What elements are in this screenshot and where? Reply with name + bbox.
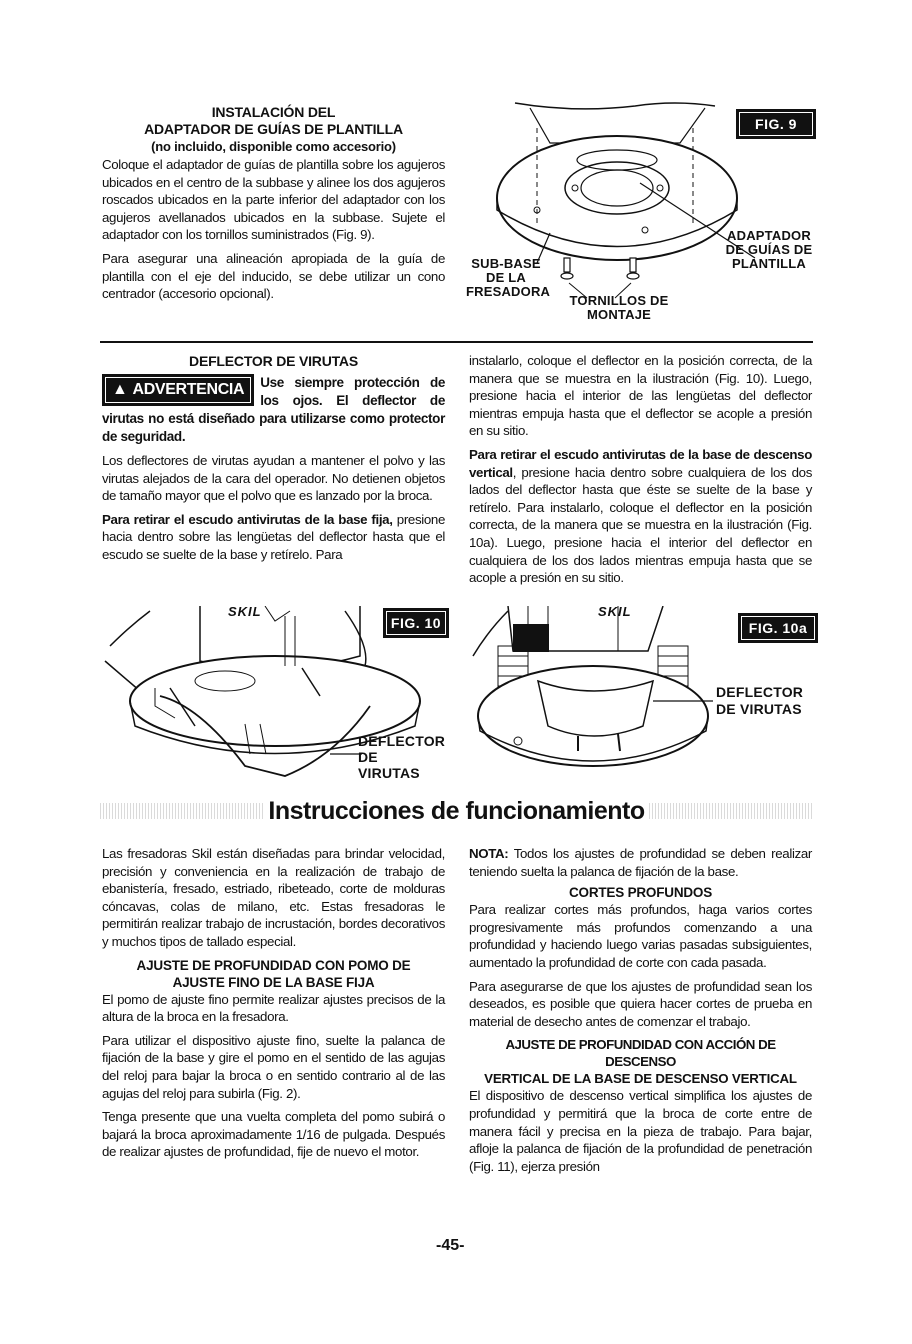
fig9-label-screws: TORNILLOS DE MONTAJE (569, 293, 669, 322)
paragraph-plunge-device: El dispositivo de descenso vertical simplifica los ajustes de profundidad y permitirá que la broca de corte entre de manera fácil y precisa en la pieza de trabajo. Para bajar, afloje la palanca de fijación de la profundidad de penetración (Fig. 11), ejerza presión (469, 1088, 812, 1174)
paragraph-test-cuts: Para asegurarse de que los ajustes de profundidad sean los deseados, es posible que quiera hacer cortes de prueba en material de desecho antes de comenzar el trabajo. (469, 978, 812, 1029)
paragraph-routers-intro: Las fresadoras Skil están diseñadas para brindar velocidad, precisión y conveniencia en la realización de trabajo de ebanistería, fresado, estriado, ribeteado, corte de molduras cóncavas, colas de milano, etc. Estas fresadoras le permitirán realizar trabajo de incrustación, bordes decorativos y muchos tipos de tallado especial. (102, 846, 445, 949)
remove-plunge-base-text: , presione hacia dentro sobre cualquiera de los dos lados del deflector hasta que éste se suelte de la base y retírelo. Para instalarlo, coloque el deflector en la posición correcta, de la manera que se muestra en la ilustración (Fig. 10a). Luego, presione hacia el interior del deflector en cualquiera de los dos lados mientras empuja hasta que se acople a presión en su sitio. (469, 464, 812, 586)
warning-block (102, 374, 445, 446)
operating-instructions-banner (100, 796, 813, 826)
paragraph-remove-plunge-base (469, 446, 812, 587)
fig10a-badge: FIG. 10a (738, 613, 818, 643)
warning-triangle-icon: ▲ (112, 381, 128, 398)
warning-badge-label: ADVERTENCIA (132, 381, 245, 398)
paragraph-install-deflector: instalarlo, coloque el deflector en la posición correcta, de la manera que se muestra en la ilustración (Fig. 10). Luego, presione hacia el interior de las lengüetas del deflector mientras empuja hasta que el deflector se acople a presión en su sitio. (469, 353, 812, 439)
heading-template-guide-line2: ADAPTADOR DE GUÍAS DE PLANTILLA (144, 121, 403, 137)
section-operation-left (102, 845, 445, 1167)
heading-fine-adjust-line1: AJUSTE DE PROFUNDIDAD CON POMO DE (136, 957, 411, 973)
heading-template-guide-line1: INSTALACIÓN DEL (211, 104, 336, 120)
note-text: Todos los ajustes de profundidad se deben realizar teniendo suelta la palanca de fijación de la base. (469, 846, 812, 879)
paragraph-full-turn: Tenga presente que una vuelta completa del pomo subirá o bajará la broca aproximadamente 1/16 de pulgada. Después de realizar ajustes de profundidad, fije de nuevo el motor. (102, 1109, 445, 1160)
paragraph-fine-adjust-knob: El pomo de ajuste fino permite realizar ajustes precisos de la altura de la broca en la fresadora. (102, 991, 445, 1025)
note-label: NOTA: (469, 846, 509, 861)
banner-dotted-left (100, 803, 264, 819)
paragraph-remove-fixed-base (102, 511, 445, 564)
fig9-badge: FIG. 9 (736, 109, 816, 139)
heading-chip-deflector: DEFLECTOR DE VIRUTAS (189, 353, 358, 369)
paragraph-deep-cuts: Para realizar cortes más profundos, haga varios cortes progresivamente más profundos comenzando a una profundidad y haciendo luego varias pasadas subsiguientes, aumentado la profundidad de corte con cada pasada. (469, 902, 812, 970)
section-chip-deflector-left (102, 352, 445, 570)
subheading-accessory: (no incluido, disponible como accesorio) (151, 139, 396, 154)
heading-plunge-adjust-line2: VERTICAL DE LA BASE DE DESCENSO VERTICAL (484, 1071, 797, 1087)
heading-plunge-adjust-line1: AJUSTE DE PROFUNDIDAD CON ACCIÓN DE DESCENSO (505, 1037, 776, 1070)
section-divider (100, 341, 813, 343)
paragraph-deflector-purpose: Los deflectores de virutas ayudan a mantener el polvo y las virutas alejados de la cara del operador. No detienen objetos de tamaño mayor que el polvo que es lanzado por la broca. (102, 453, 445, 504)
paragraph-install-adapter: Coloque el adaptador de guías de plantilla sobre los agujeros ubicados en el centro de la subbase y alinee los dos agujeros roscados ubicados en la parte inferior del adaptador con los agujeros avellanados ubicados en la subbase. Sujete el adaptador con los tornillos suministrados (Fig. 9). (102, 157, 445, 243)
remove-plunge-base-lead: Para retirar el escudo antivirutas de la base de descenso vertical (469, 446, 812, 480)
remove-fixed-base-lead: Para retirar el escudo antivirutas de la base fija, (102, 511, 393, 527)
paragraph-note (469, 845, 812, 880)
fig9-label-subbase: SUB-BASE DE LA FRESADORA (466, 256, 551, 299)
fig10a-brand-mark: SKIL (598, 604, 632, 619)
fig10a-illustration (468, 606, 718, 786)
banner-dotted-right (649, 803, 813, 819)
paragraph-fine-adjust-use: Para utilizar el dispositivo ajuste fino, suelte la palanca de fijación de la base y gire el pomo en el sentido de las agujas del reloj para bajar la broca o en sentido contrario al de las agujas del reloj para subirla (Fig. 2). (102, 1032, 445, 1101)
heading-deep-cuts: CORTES PROFUNDOS (568, 885, 713, 901)
fig10-badge: FIG. 10 (383, 608, 449, 638)
fig10-label-deflector: DEFLECTOR DE VIRUTAS (358, 733, 446, 781)
page-number: -45- (436, 1237, 465, 1254)
heading-fine-adjust-line2: AJUSTE FINO DE LA BASE FIJA (172, 974, 375, 990)
fig10a-label-deflector: DEFLECTOR DE VIRUTAS (716, 684, 804, 717)
fig9-label-adapter: ADAPTADOR DE GUÍAS DE PLANTILLA (725, 228, 813, 271)
section-template-guide (102, 104, 445, 309)
warning-text: Use siempre protección de los ojos. El deflector de virutas no está diseñado para utilizarse como protector de seguridad. (102, 375, 445, 444)
remove-fixed-base-text: presione hacia dentro sobre las lengüetas del deflector hasta que el escudo se suelte de la base y retírelo. Para (102, 511, 445, 562)
fig10-brand-mark: SKIL (228, 604, 262, 619)
section-chip-deflector-right (469, 352, 812, 593)
warning-badge (102, 374, 254, 406)
section-operation-right (469, 845, 812, 1181)
paragraph-alignment: Para asegurar una alineación apropiada de la guía de plantilla con el eje del inducido, se debe utilizar un cono centrador (accesorio opcional). (102, 250, 445, 302)
banner-title: Instrucciones de funcionamiento (268, 796, 645, 825)
